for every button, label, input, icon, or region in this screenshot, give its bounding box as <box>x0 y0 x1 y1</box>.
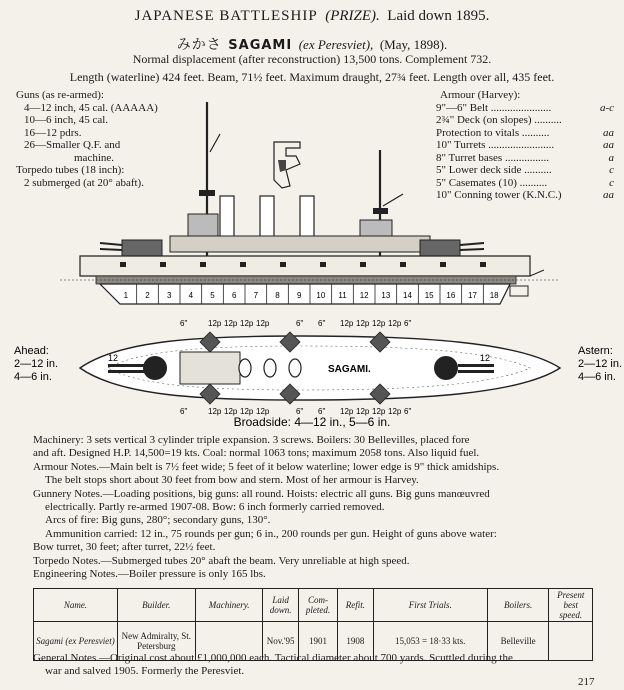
armour-grade: a <box>608 151 614 164</box>
ship-subtitle <box>0 34 624 54</box>
gun-label: 12p <box>372 407 386 416</box>
armour-label: 5" Casemates (10) .......... <box>436 176 548 189</box>
section-number: 5 <box>210 291 215 300</box>
ammunition: Ammunition carried: 12 in., 75 rounds per gun; 6 in., 200 rounds per gun. Height of guns above water: <box>45 527 497 540</box>
armour-heading: Armour (Harvey): <box>440 89 521 101</box>
guns-heading: Guns (as re-armed): <box>16 89 104 101</box>
machinery-notes <box>33 434 593 581</box>
prize-text: (PRIZE). <box>325 8 380 24</box>
col-header: Refit. <box>338 589 373 622</box>
page-number: 217 <box>578 676 595 688</box>
gun-label: 6" <box>180 319 188 328</box>
armour-label: 5" Lower deck side .......... <box>436 164 552 176</box>
gun-label: 6" <box>318 407 326 416</box>
superstructure <box>170 236 430 252</box>
astern-label: Astern: <box>578 345 613 357</box>
section-number: 3 <box>166 291 172 300</box>
plan-ship-name: SAGAMI. <box>328 364 371 375</box>
funnel <box>260 196 274 240</box>
gunnery-notes-cont: electrically. Partly re-armed 1907-08. Bow: 6 inch formerly carried removed. <box>45 501 385 514</box>
gun-label: 12p <box>356 407 370 416</box>
table-header-row <box>34 589 593 622</box>
gun-label: 6" <box>296 407 304 416</box>
armour-label: 8" Turret bases ................ <box>436 151 549 164</box>
ship-name: SAGAMI <box>228 38 293 53</box>
displacement-line: Normal displacement (after reconstruction) 13,500 tons. Complement 732. <box>132 52 492 66</box>
section-number: 1 <box>123 291 129 300</box>
armour-grade: a-c <box>599 101 614 114</box>
gun-label: 12p <box>208 407 222 416</box>
gun-label: 12p <box>240 319 254 328</box>
gunnery-notes: Gunnery Notes.—Loading positions, big guns: all round. Hoists: electric all guns. Big guns manœuvred <box>33 487 490 500</box>
aft-turret <box>420 240 460 256</box>
section-number: 8 <box>275 291 280 300</box>
ship-plan-drawing <box>0 312 624 430</box>
torpedo-item: 2 submerged (at 20° abaft). <box>24 176 144 189</box>
gun-item: machine. <box>74 151 115 164</box>
broadside-label: Broadside: 4—12 in., 5—6 in. <box>233 415 391 429</box>
arcs-of-fire: Arcs of fire: Big guns, 280°; secondary guns, 130°. <box>45 514 271 527</box>
armour-grade <box>596 114 614 127</box>
page-title <box>0 8 624 25</box>
cell-completed: 1901 <box>298 622 337 661</box>
section-number: 6 <box>231 291 237 300</box>
laid-down-text: Laid down 1895. <box>387 8 490 24</box>
fore-turret <box>122 240 162 256</box>
gun-label: 12p <box>256 319 270 328</box>
gun-label: 6" <box>318 319 326 328</box>
armour-grade: c <box>609 176 614 189</box>
funnel <box>220 196 234 240</box>
gun-item: 26—Smaller Q.F. and <box>24 139 121 151</box>
fore-bridge <box>188 214 218 236</box>
gun-label: 6" <box>180 407 188 416</box>
main-top <box>373 208 388 214</box>
astern-guns-6: 4—6 in. <box>578 371 616 383</box>
funnel <box>300 196 314 240</box>
armour-notes-cont: The belt stops short about 30 feet from bow and stern. Most of her armour is Harvey. <box>45 474 419 487</box>
cell-refit: 1908 <box>338 622 373 661</box>
section-number: 16 <box>446 291 456 300</box>
armour-label: 10" Turrets ........................ <box>436 139 555 151</box>
col-header: Machinery. <box>195 589 263 622</box>
section-number: 4 <box>188 291 194 300</box>
gun-label: 12p <box>256 407 270 416</box>
armour-label: 9"—6" Belt ...................... <box>436 101 552 114</box>
launch-date: (May, 1898). <box>379 37 448 52</box>
col-header: First Trials. <box>373 589 487 622</box>
section-number: 12 <box>359 291 369 300</box>
plan-superstructure <box>180 352 240 384</box>
col-header: Com-pleted. <box>298 589 337 622</box>
armour-grade: aa <box>603 139 614 151</box>
col-header: Name. <box>34 589 118 622</box>
gun-label: 12p <box>372 319 386 328</box>
funnel-plan <box>239 359 251 377</box>
section-number: 11 <box>338 291 347 300</box>
funnel-plan <box>289 359 301 377</box>
dimensions-line: Length (waterline) 424 feet. Beam, 71½ feet. Maximum draught, 27¾ feet. Length over all, 435 feet. <box>69 70 555 84</box>
engineering-notes: Engineering Notes.—Boiler pressure is only 165 lbs. <box>33 568 266 581</box>
ship-profile-drawing <box>60 90 560 312</box>
gun-label: 12p <box>356 319 370 328</box>
trials-table <box>33 588 593 661</box>
armour-grade: aa <box>603 189 614 201</box>
torpedo-notes: Torpedo Notes.—Submerged tubes 20° abaft the beam. Very unreliable at high speed. <box>33 554 410 567</box>
cell-boilers: Belleville <box>487 622 549 661</box>
funnel-plan <box>264 359 276 377</box>
gun-item: 4—12 inch, 45 cal. (AAAAA) <box>24 101 158 114</box>
gun-label: 12p <box>388 319 402 328</box>
cell-name: Sagami (ex Peresviet) <box>34 622 118 661</box>
section-number: 9 <box>296 291 302 300</box>
gun-item: 10—6 inch, 45 cal. <box>24 114 109 126</box>
section-number: 15 <box>424 291 434 300</box>
general-notes-line: war and salved 1905. Formerly the Peresviet. <box>45 665 245 678</box>
japanese-name: みかさ <box>176 37 222 53</box>
general-notes-line: General Notes.—Original cost about £1,000,000 each. Tactical diameter about 700 yards. Scuttled during the <box>33 652 513 664</box>
armour-grade: aa <box>603 126 614 139</box>
gun-item: 16—12 pdrs. <box>24 126 82 139</box>
gun-label: 12p <box>208 319 222 328</box>
ammunition-cont: Bow turret, 30 feet; after turret, 22½ feet. <box>33 541 216 554</box>
armour-grade: c <box>609 164 614 176</box>
section-number: 13 <box>381 291 391 300</box>
astern-guns-12: 2—12 in. <box>578 358 623 370</box>
gun-label: 12p <box>224 407 238 416</box>
ahead-label: Ahead: <box>14 345 49 357</box>
section-number: 10 <box>316 291 326 300</box>
fore-top <box>199 190 215 196</box>
section-number: 18 <box>489 291 499 300</box>
cell-builder: New Admiralty, St. Petersburg <box>117 622 195 661</box>
fore-turret-plan <box>143 356 167 380</box>
gun-label: 6" <box>404 319 412 328</box>
gun-label: 12p <box>224 319 238 328</box>
section-inset <box>274 142 300 188</box>
section-number: 7 <box>253 291 259 300</box>
gun-label: 6" <box>404 407 412 416</box>
armour-label: 10" Conning tower (K.N.C.) <box>436 189 562 201</box>
gun-label: 12p <box>388 407 402 416</box>
cell-trials: 15,053 = 18·33 kts. <box>373 622 487 661</box>
col-header: Present best speed. <box>549 589 593 622</box>
col-header: Laid down. <box>263 589 298 622</box>
machinery-line: and aft. Designed H.P. 14,500=19 kts. Coal: normal 1063 tons; maximum 2058 tons. Also liquid fuel. <box>33 447 480 460</box>
section-number: 17 <box>468 291 477 300</box>
armour-label: Protection to vitals .......... <box>436 126 550 139</box>
general-notes <box>33 652 593 679</box>
section-number: 14 <box>403 291 412 300</box>
col-header: Boilers. <box>487 589 549 622</box>
col-header: Builder. <box>117 589 195 622</box>
ahead-guns-12: 2—12 in. <box>14 358 59 370</box>
armour-notes: Armour Notes.—Main belt is 7½ feet wide; 5 feet of it below waterline; lower edge is 9" thick amidships. <box>33 460 500 473</box>
aft-turret-plan <box>434 356 458 380</box>
hull-upper <box>80 256 530 276</box>
gun-label: 12p <box>340 407 354 416</box>
gun-label: 6" <box>296 319 304 328</box>
machinery-line: Machinery: 3 sets vertical 3 cylinder triple expansion. 3 screws. Boilers: 30 Bellevilles, placed fore <box>33 434 470 446</box>
gun-label: 12p <box>340 319 354 328</box>
cell-laid-down: Nov.'95 <box>263 622 298 661</box>
turret-label: 12 <box>108 353 119 363</box>
title-text: JAPANESE BATTLESHIP <box>134 8 318 24</box>
ahead-guns-6: 4—6 in. <box>14 371 52 383</box>
gun-label: 12p <box>240 407 254 416</box>
torpedo-heading: Torpedo tubes (18 inch): <box>16 164 125 176</box>
armour-label: 2¾" Deck (on slopes) .......... <box>436 114 562 126</box>
ex-name: (ex Peresviet), <box>298 37 374 52</box>
turret-label: 12 <box>480 353 491 363</box>
section-number: 2 <box>145 291 150 300</box>
aft-bridge <box>360 220 392 238</box>
